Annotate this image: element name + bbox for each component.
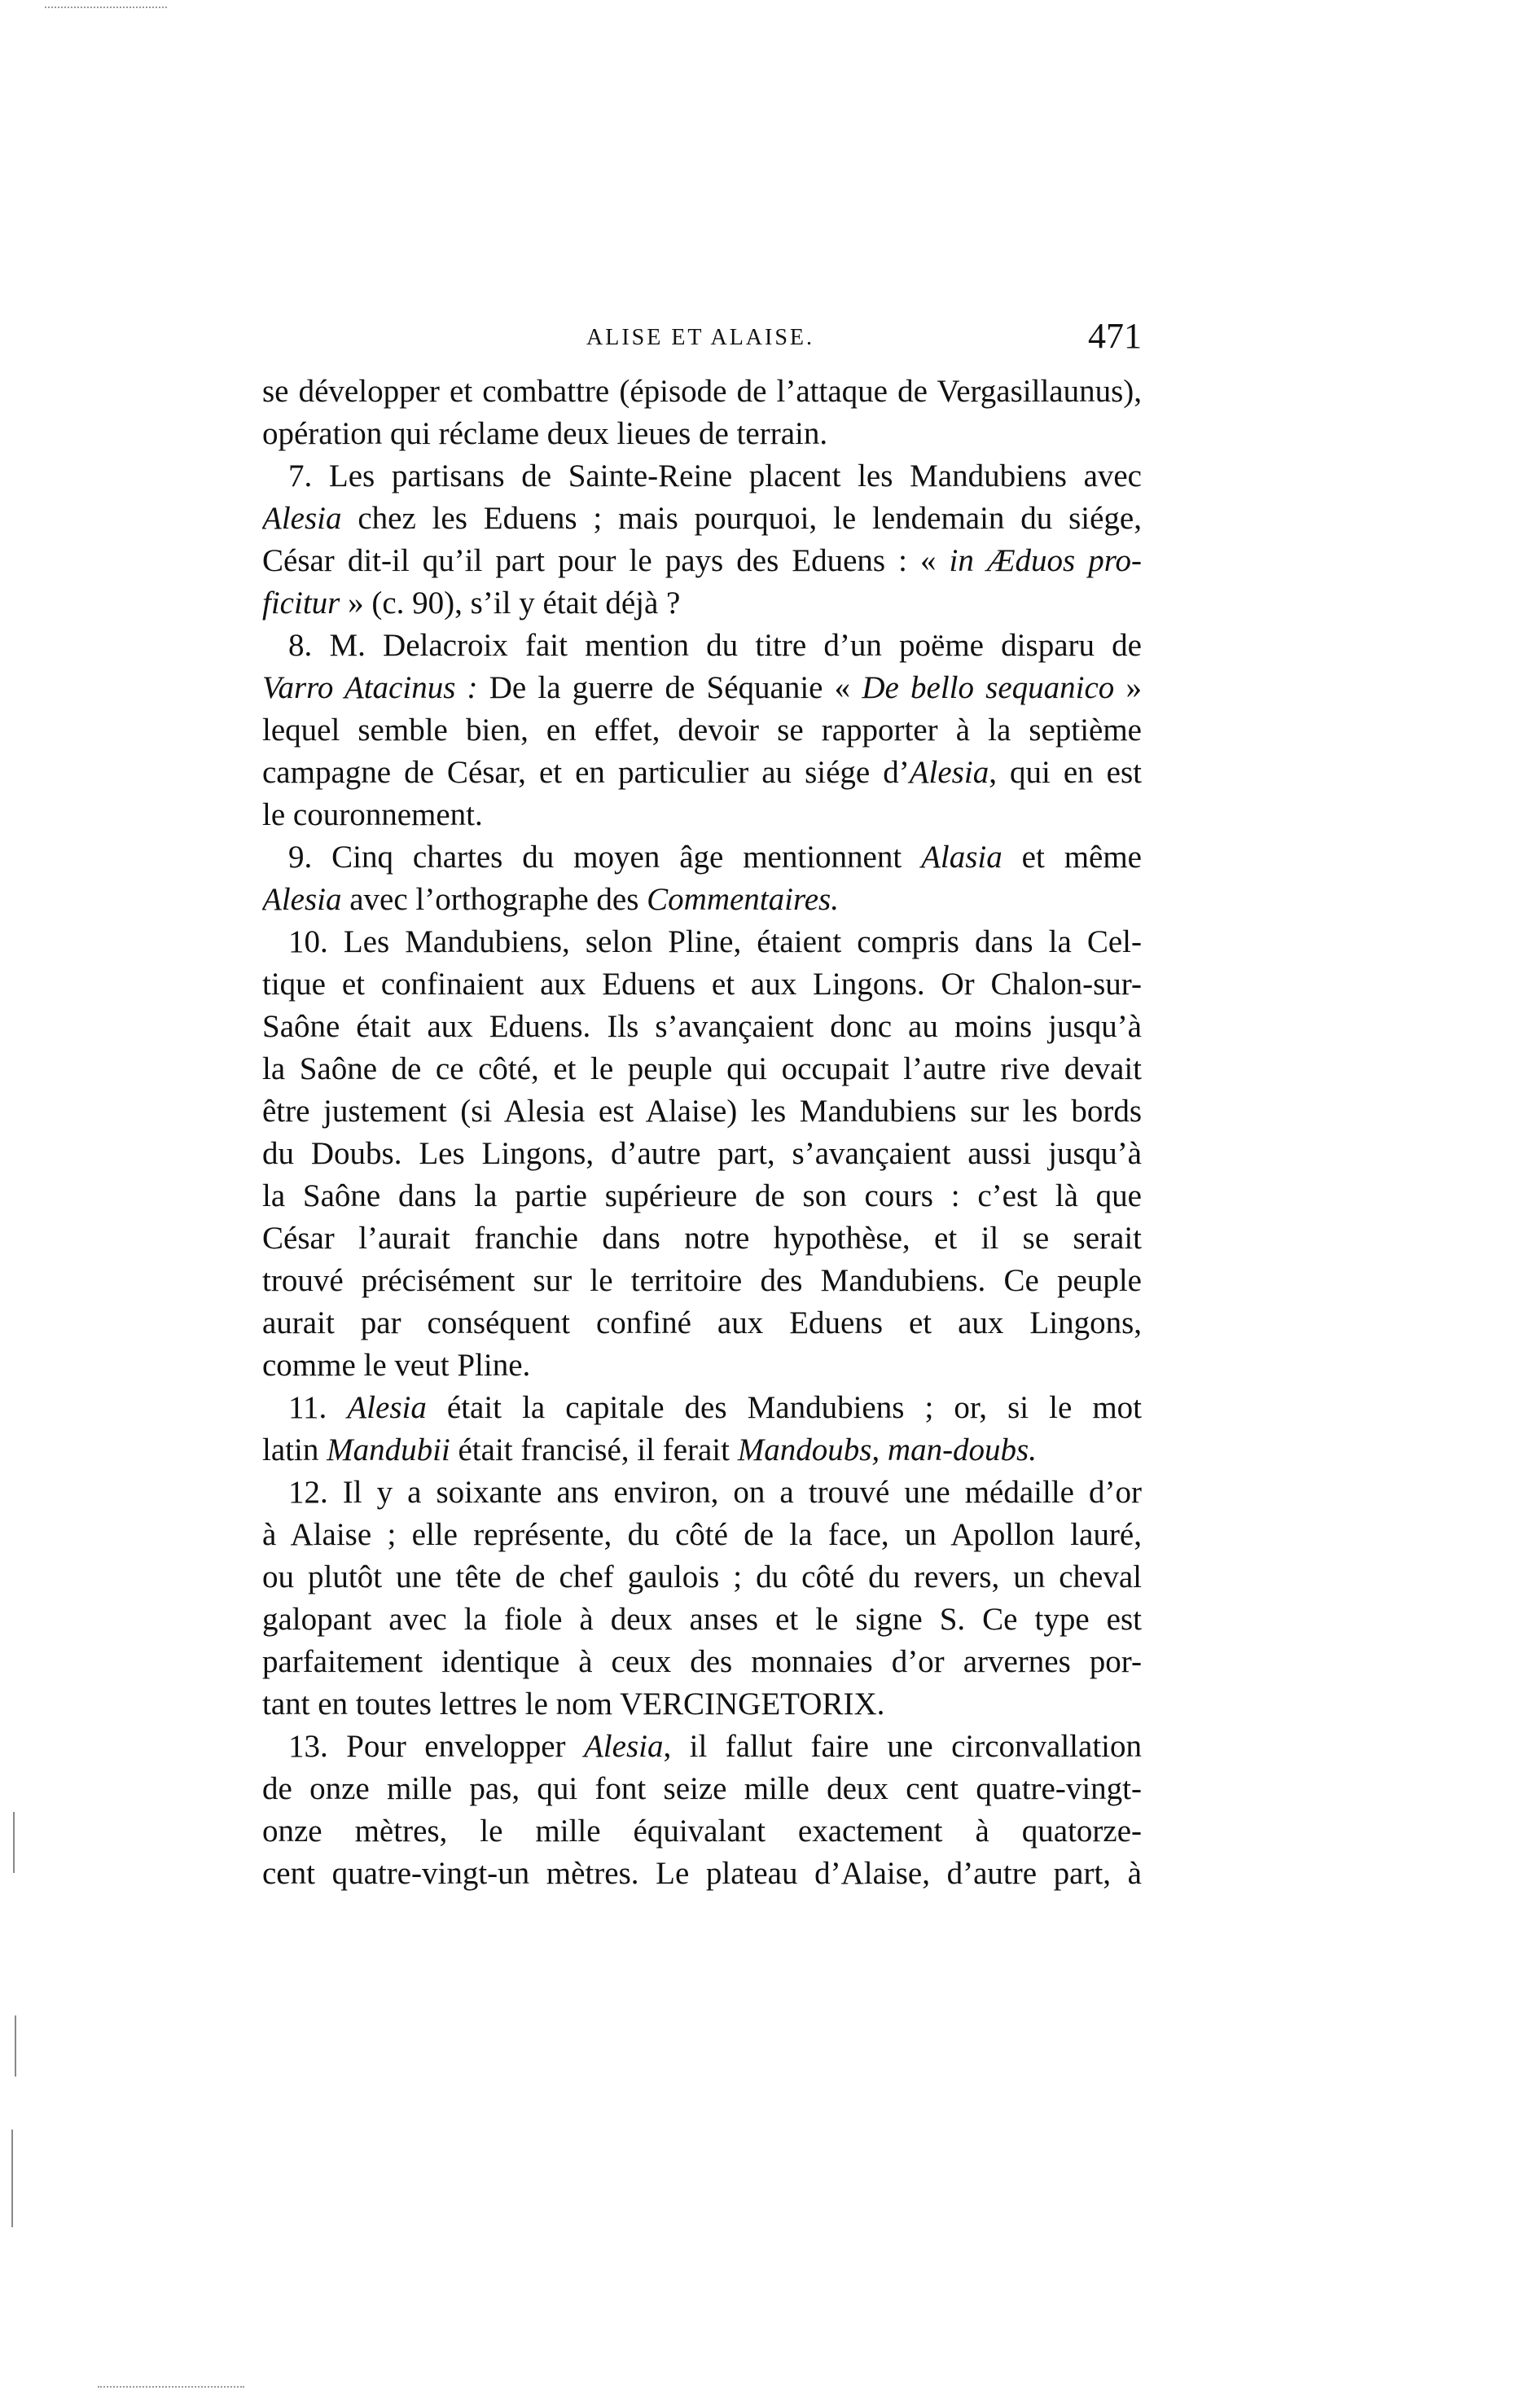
- text-line: la Saône dans la partie supérieure de son cours : c’est là que: [262, 1178, 1142, 1213]
- page-number: 471: [1088, 316, 1142, 356]
- scan-edge-mark: [15, 2015, 16, 2077]
- text-span: 9. Cinq chartes du moyen âge mentionnent: [288, 840, 922, 875]
- text-line: [262, 1726, 1142, 1768]
- italic-text: Mandubii: [327, 1432, 450, 1467]
- scan-edge-mark: [13, 1812, 15, 1873]
- text-line: [262, 498, 1142, 540]
- text-line: lequel semble bien, en effet, devoir se rapporter à la septième: [262, 713, 1142, 748]
- text-span: était francisé, il ferait: [450, 1432, 738, 1467]
- text-span: 11.: [288, 1390, 348, 1425]
- text-line: opération qui réclame deux lieues de terrain.: [262, 416, 828, 451]
- italic-text: in Æduos pro-: [949, 543, 1142, 578]
- text-line: le couronnement.: [262, 797, 483, 832]
- text-line: [262, 667, 1142, 709]
- text-line: [262, 752, 1142, 794]
- italic-text: Varro Atacinus :: [262, 670, 478, 705]
- text-line: à Alaise ; elle représente, du côté de la face, un Apollon lauré,: [262, 1517, 1142, 1552]
- text-line: [262, 836, 1142, 879]
- italic-text: De bello sequanico: [862, 670, 1115, 705]
- italic-text: Alesia: [262, 882, 342, 917]
- italic-text: Mandoubs, man-doubs.: [737, 1432, 1037, 1467]
- italic-text: ficitur: [262, 586, 340, 621]
- body-text: [262, 371, 1142, 1895]
- scan-edge-mark: [11, 2129, 13, 2227]
- text-line: la Saône de ce côté, et le peuple qui occupait l’autre rive devait: [262, 1051, 1142, 1086]
- text-line: de onze mille pas, qui font seize mille deux cent quatre-vingt-: [262, 1771, 1142, 1806]
- running-title: ALISE ET ALAISE.: [586, 325, 815, 350]
- text-line: trouvé précisément sur le territoire des Mandubiens. Ce peuple: [262, 1263, 1142, 1298]
- text-span: avec l’orthographe des: [341, 882, 647, 917]
- text-span: , qui en est: [989, 755, 1142, 790]
- text-line: aurait par conséquent confiné aux Eduens et aux Lingons,: [262, 1305, 1142, 1340]
- text-line: tique et confinaient aux Eduens et aux Lingons. Or Chalon-sur-: [262, 967, 1142, 1002]
- text-line: [262, 1387, 1142, 1429]
- text-span: » (c. 90), s’il y était déjà ?: [340, 586, 681, 621]
- text-line: César l’aurait franchie dans notre hypothèse, et il se serait: [262, 1221, 1142, 1256]
- text-span: »: [1114, 670, 1142, 705]
- italic-text: Alesia: [347, 1390, 427, 1425]
- text-line: 8. M. Delacroix fait mention du titre d’un poëme disparu de: [288, 628, 1142, 663]
- text-span: César dit-il qu’il part pour le pays des Eduens : «: [262, 543, 950, 578]
- text-line: parfaitement identique à ceux des monnaies d’or arvernes por-: [262, 1644, 1142, 1679]
- text-span: et même: [1002, 840, 1142, 875]
- text-line: se développer et combattre (épisode de l’attaque de Vergasillaunus),: [262, 374, 1142, 409]
- text-line: [262, 1429, 1142, 1472]
- text-line: du Doubs. Les Lingons, d’autre part, s’avançaient aussi jusqu’à: [262, 1136, 1142, 1171]
- italic-text: Alesia: [583, 1729, 664, 1764]
- text-line: cent quatre-vingt-un mètres. Le plateau d’Alaise, d’autre part, à: [262, 1856, 1142, 1891]
- text-line: Saône était aux Eduens. Ils s’avançaient donc au moins jusqu’à: [262, 1009, 1142, 1044]
- italic-text: Commentaires.: [647, 882, 839, 917]
- text-line: onze mètres, le mille équivalant exactement à quatorze-: [262, 1814, 1142, 1849]
- text-span: chez les Eduens ; mais pourquoi, le lendemain du siége,: [341, 501, 1142, 536]
- running-head: [262, 315, 1142, 372]
- text-span: latin: [262, 1432, 327, 1467]
- italic-text: Alesia: [262, 501, 342, 536]
- text-line: [262, 879, 1142, 921]
- text-line: 10. Les Mandubiens, selon Pline, étaient compris dans la Cel-: [288, 924, 1142, 959]
- text-span: , il fallut faire une circonvallation: [663, 1729, 1142, 1764]
- scan-edge-mark: [45, 7, 167, 10]
- text-span: campagne de César, et en particulier au siége d’: [262, 755, 910, 790]
- text-span: De la guerre de Séquanie «: [477, 670, 862, 705]
- text-line: comme le veut Pline.: [262, 1348, 531, 1383]
- text-line: 7. Les partisans de Sainte-Reine placent les Mandubiens avec: [288, 458, 1142, 493]
- italic-text: Alesia: [909, 755, 989, 790]
- text-line: ou plutôt une tête de chef gaulois ; du côté du revers, un cheval: [262, 1559, 1142, 1594]
- text-line: galopant avec la fiole à deux anses et le signe S. Ce type est: [262, 1602, 1142, 1637]
- scan-edge-mark: [98, 2386, 244, 2389]
- text-line: [262, 540, 1142, 582]
- text-line: 12. Il y a soixante ans environ, on a trouvé une médaille d’or: [288, 1475, 1142, 1510]
- text-span: était la capitale des Mandubiens ; or, si le mot: [426, 1390, 1142, 1425]
- text-span: 13. Pour envelopper: [288, 1729, 584, 1764]
- text-line: [262, 582, 1142, 625]
- italic-text: Alasia: [921, 840, 1002, 875]
- text-line: être justement (si Alesia est Alaise) les Mandubiens sur les bords: [262, 1094, 1142, 1129]
- text-line: tant en toutes lettres le nom VERCINGETORIX.: [262, 1686, 885, 1722]
